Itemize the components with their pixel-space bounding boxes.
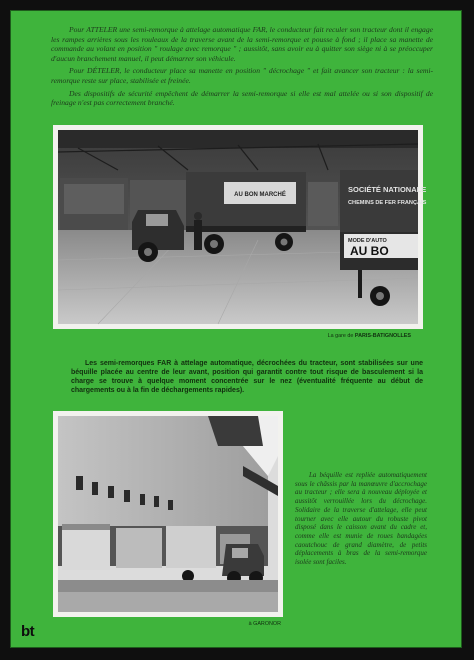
bequille-paragraph — [295, 471, 427, 567]
intro-paragraph-safety: Des dispositifs de sécurité empêchent de démarrer la semi-remorque si elle est mal attelée ou si son dispositif de freinage n'est pas correctement branché. — [51, 88, 433, 108]
page — [10, 10, 462, 648]
caption-paris-batignolles — [211, 333, 411, 340]
sncf-text-line1: SOCIÉTÉ NATIONALE — [348, 185, 427, 194]
photo-paris-batignolles-image — [58, 130, 427, 324]
caption-garonor: à GARONOR — [248, 621, 281, 627]
banner-big-text: AU BO — [350, 244, 389, 258]
caption-place: PARIS-BATIGNOLLES — [354, 333, 411, 339]
stabilisation-text: Les semi-remorques FAR à attelage automatique, décrochées du tracteur, sont stabilisées sur une béquille placée au centre de leur avant, position qui garantit contre tout risque de basculement si la charge se trouve à quelque moment concentrée sur le nez (éventualité fréquente au début de chargements ou à la fin de déchargements rapides). — [71, 360, 423, 394]
photo-garonor — [53, 411, 283, 617]
stabilisation-paragraph — [71, 359, 423, 395]
banner-small-text: MODE D'AUTO — [348, 238, 387, 244]
caption-prefix: La gare de — [327, 333, 355, 339]
intro-paragraph-detach: Pour DÉTELER, le conducteur place sa manette en position " décrochage " et fait avancer son tracteur : la semi-remorque reste sur place, stabilisée et freinée. — [51, 66, 433, 85]
bt-logo: bt — [21, 623, 35, 640]
sncf-text-line2: CHEMINS DE FER FRANÇAIS — [348, 200, 427, 206]
photo-paris-batignolles — [53, 125, 427, 329]
intro-text — [51, 25, 433, 111]
bequille-text: La béquille est repliée automatiquement sous le châssis par la manœuvre d'accrochage au tracteur ; elle sera à nouveau déployée et aussitôt verrouillée lors du décrochage. Solidaire de la traverse d'attelage, elle peut tourner avec elle autour du robuste pivot disposé dans le caisson avant du cadre et, comme elle est munie de roues bandagées caoutchouc de grand diamètre, de petits déplacements à bras de la semi-remorque isolée sont faciles. — [295, 471, 427, 567]
intro-paragraph-attach: Pour ATTELER une semi-remorque à attelage automatique FAR, le conducteur fait reculer son tracteur dont il engage les rampes arrières sous les rouleaux de la traverse avant de la semi-remorque et pousse à fond ; il place sa manette de commande au volant en position " roulage avec remorque " ; aussitôt, sans avoir eu à quitter son siège ni à se préoccuper d'aucun branchement manuel, il peut démarrer son véhicule. — [51, 25, 433, 63]
photo-garonor-image — [58, 416, 278, 612]
truck-panel-text: AU BON MARCHÉ — [234, 192, 286, 198]
